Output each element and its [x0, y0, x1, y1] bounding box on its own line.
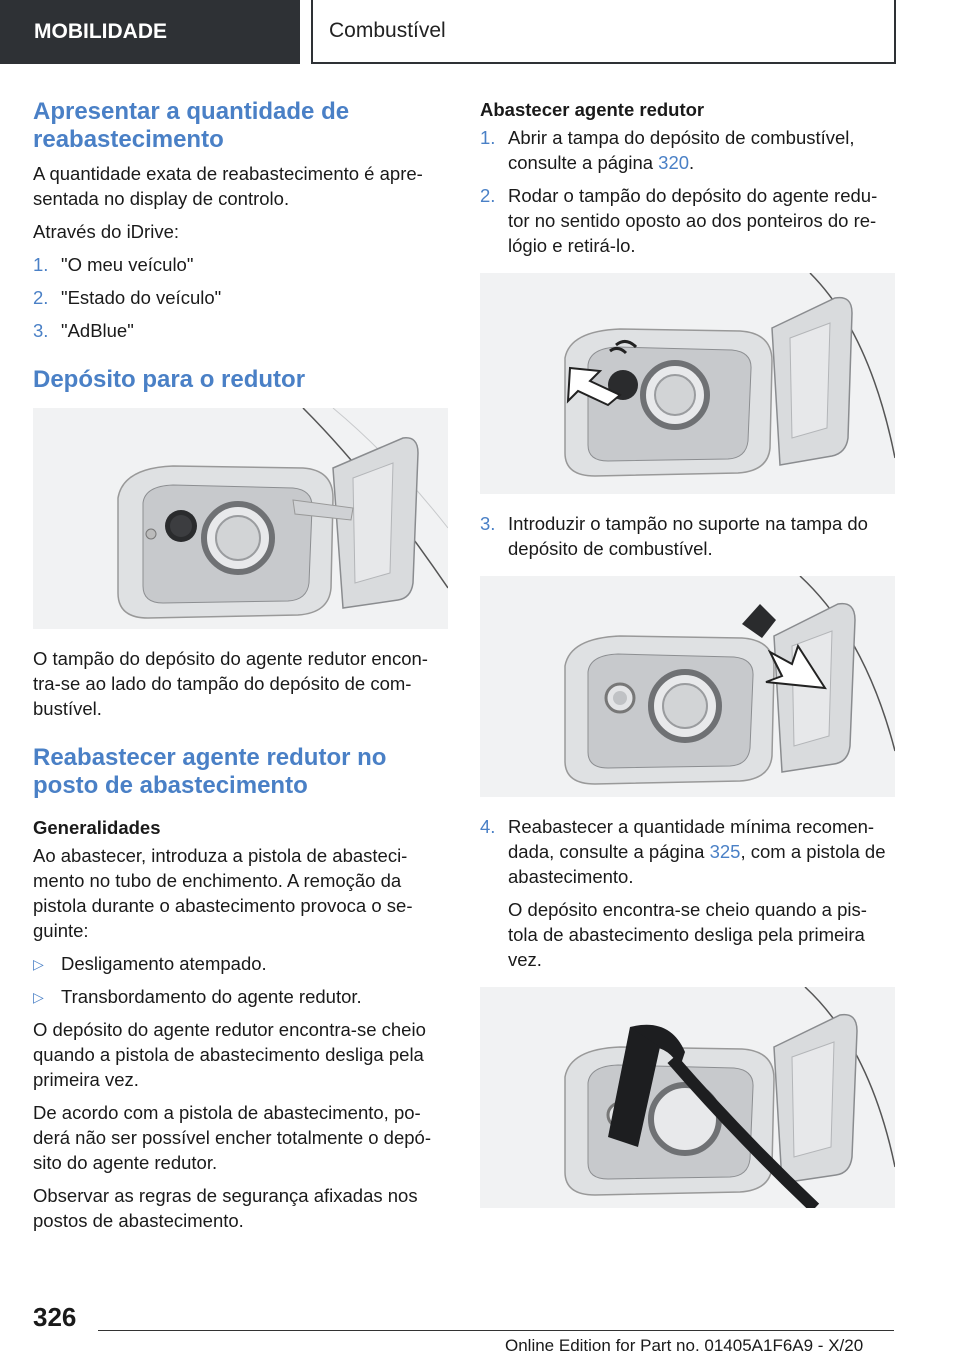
- step-text: Rodar o tampão do depósito do agente redu-tor no sentido oposto ao dos ponteiros do re-lógio e retirá-lo.: [508, 184, 878, 256]
- section-label: MOBILIDADE: [34, 20, 167, 43]
- step-text-end: .: [689, 152, 695, 174]
- page-link[interactable]: 325: [709, 840, 741, 862]
- chapter-tab: [311, 0, 896, 64]
- page-link[interactable]: 320: [658, 152, 690, 174]
- paragraph-step4-note: O depósito encontra-se cheio quando a pis-tola de abastecimento desliga pela primeira vez.: [508, 898, 867, 970]
- nozzle-illustration: [480, 987, 895, 1208]
- photo-cap-holder: [480, 576, 895, 797]
- list-item: [33, 985, 448, 1010]
- step-text: "O meu veículo": [61, 254, 194, 276]
- paragraph-general: Ao abastecer, introduza a pistola de abasteci-mento no tubo de enchimento. A remoção da pistola durante o abastecimento provoca o se-guinte:: [33, 845, 413, 942]
- cap-holder-illustration: [480, 576, 895, 797]
- list-item: [33, 286, 448, 311]
- paragraph-quantity: A quantidade exata de reabastecimento é apre-sentada no display de controlo.: [33, 163, 423, 210]
- list-item: [33, 952, 448, 977]
- warning-bullets: [33, 952, 448, 1010]
- photo-nozzle: [480, 987, 895, 1208]
- footer-edition: Online Edition for Part no. 01405A1F6A9 - X/20: [505, 1336, 864, 1355]
- right-column: [480, 98, 895, 1226]
- refuel-steps-a: [480, 126, 895, 259]
- left-column: [33, 98, 448, 1242]
- footer-divider: [98, 1330, 894, 1331]
- step-text: "Estado do veículo": [61, 287, 222, 309]
- step-number: 4.: [480, 815, 496, 837]
- photo-tank-caps: [33, 408, 448, 629]
- bullet-text: Transbordamento do agente redutor.: [61, 986, 362, 1007]
- refuel-steps-b: [480, 512, 895, 562]
- triangle-bullet-icon: ▷: [33, 956, 44, 973]
- step-text: Introduzir o tampão no suporte na tampa do depósito de combustível.: [508, 512, 868, 559]
- heading-tank: Depósito para o redutor: [33, 365, 306, 393]
- refuel-steps-c: [480, 815, 895, 890]
- paragraph-idrive: Através do iDrive:: [33, 221, 179, 243]
- paragraph-tank: O tampão do depósito do agente redutor encon-tra-se ao lado do tampão do depósito de com-bustível.: [33, 648, 428, 719]
- heading-refuel: Abastecer agente redutor: [480, 99, 705, 120]
- step-number: 2.: [480, 184, 496, 206]
- section-tab: [0, 0, 300, 64]
- list-item: [480, 815, 895, 890]
- step-number: 2.: [33, 287, 49, 309]
- step-text: "AdBlue": [61, 320, 134, 341]
- triangle-bullet-icon: ▷: [33, 989, 44, 1005]
- heading-general: Generalidades: [33, 817, 161, 839]
- paragraph-depending: De acordo com a pistola de abastecimento, po-derá não ser possível encher totalmente o depó-sito do agente redutor.: [33, 1101, 431, 1173]
- list-item: [33, 319, 448, 344]
- list-item: [480, 126, 895, 176]
- bullet-text: Desligamento atempado.: [61, 953, 267, 975]
- chapter-label: Combustível: [329, 19, 446, 42]
- paragraph-safety: Observar as regras de segurança afixadas nos postos de abastecimento.: [33, 1184, 418, 1231]
- list-item: [480, 512, 895, 562]
- step-text-end: , com a pistola de abastecimento.: [508, 840, 886, 887]
- heading-quantity: Apresentar a quantidade de reabastecimento: [33, 98, 350, 154]
- step-number: 3.: [33, 320, 49, 341]
- step-number: 1.: [33, 254, 49, 276]
- step-text: Abrir a tampa do depósito de combustível, consulte a página: [508, 127, 855, 174]
- list-item: [33, 253, 448, 278]
- idrive-steps: [33, 253, 448, 344]
- page-number: 326: [33, 1302, 77, 1332]
- step-number: 3.: [480, 512, 496, 534]
- heading-station: Reabastecer agente redutor no posto de abastecimento: [33, 743, 387, 800]
- step-text: Reabastecer a quantidade mínima recomen-dada, consulte a página: [508, 815, 875, 862]
- remove-cap-illustration: [480, 273, 895, 494]
- step-number: 1.: [480, 127, 496, 149]
- list-item: [480, 184, 895, 259]
- fuel-flap-illustration: [33, 408, 448, 629]
- photo-remove-cap: [480, 273, 895, 494]
- paragraph-full: O depósito do agente redutor encontra-se cheio quando a pistola de abastecimento desliga pela primeira vez.: [33, 1018, 426, 1090]
